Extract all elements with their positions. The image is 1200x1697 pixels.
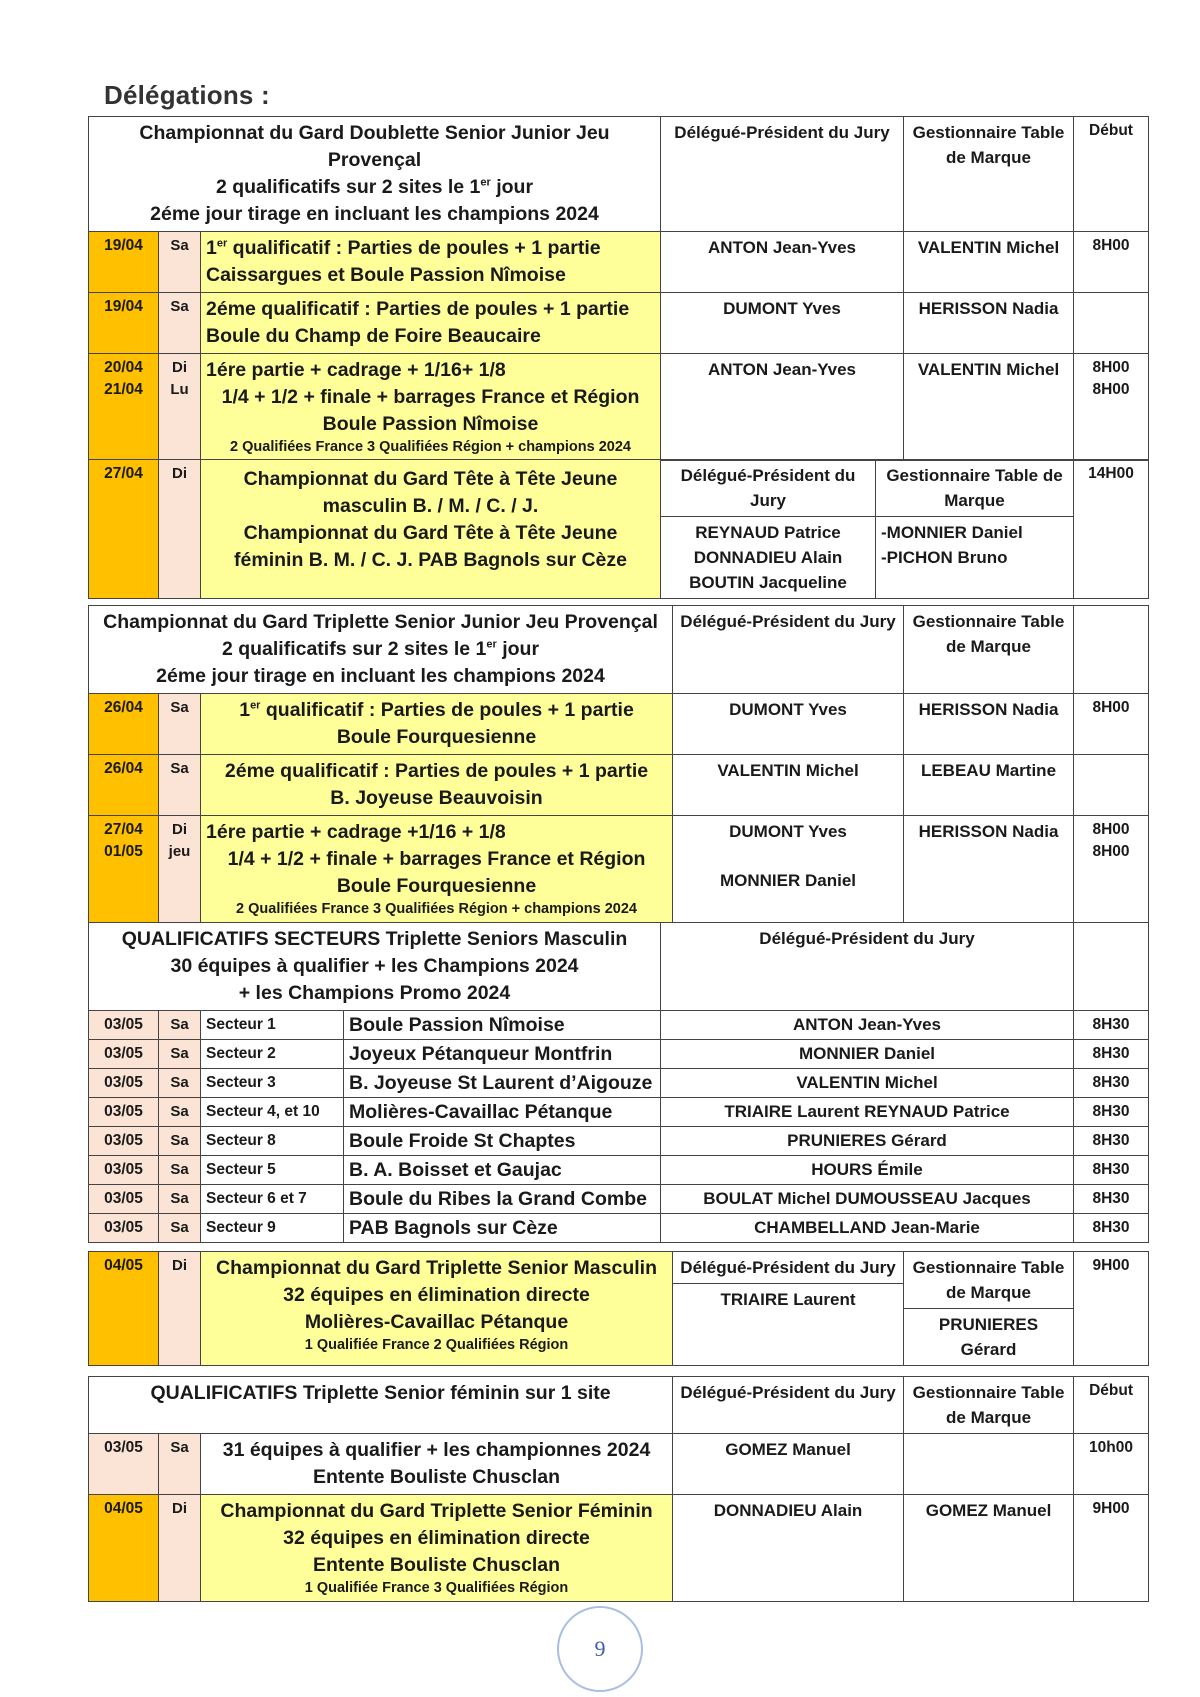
gestionnaire-list bbox=[876, 517, 1073, 573]
qualification-note: 2 Qualifiées France 3 Qualifiées Région + champions 2024 bbox=[230, 439, 631, 455]
date-cell: 03/05 bbox=[89, 1040, 159, 1069]
delegue-cell: ANTON Jean-Yves bbox=[661, 1011, 1074, 1040]
title-line: + les Champions Promo 2024 bbox=[238, 982, 511, 1004]
title-line: Championnat du Gard Doublette Senior Junior Jeu Provençal bbox=[139, 122, 610, 171]
title-text: 2 qualificatifs sur 2 sites le 1 bbox=[221, 638, 487, 660]
delegue-cell: VALENTIN Michel bbox=[661, 1069, 1074, 1098]
debut-line: 8H00 bbox=[1092, 843, 1130, 860]
day-cell: Sa bbox=[159, 1156, 201, 1185]
table-triplette-senior-feminin bbox=[88, 1376, 1149, 1602]
event-line: féminin B. M. / C. J. PAB Bagnols sur Cèze bbox=[234, 549, 627, 571]
gestionnaire-cell: HERISSON Nadia bbox=[904, 694, 1074, 755]
title-sup: er bbox=[486, 638, 497, 651]
delegue-cell bbox=[673, 816, 904, 923]
gestionnaire-header: Gestionnaire Table de Marque bbox=[904, 606, 1074, 694]
secteur-cell: Secteur 2 bbox=[201, 1040, 344, 1069]
debut-cell: 8H00 bbox=[1074, 694, 1149, 755]
date-cell: 03/05 bbox=[89, 1098, 159, 1127]
secteur-cell: Secteur 4, et 10 bbox=[201, 1098, 344, 1127]
club-cell: PAB Bagnols sur Cèze bbox=[344, 1214, 661, 1243]
club-cell: Joyeux Pétanqueur Montfrin bbox=[344, 1040, 661, 1069]
secteur-cell: Secteur 9 bbox=[201, 1214, 344, 1243]
title-line bbox=[94, 636, 667, 663]
day-cell: Sa bbox=[159, 755, 201, 816]
debut-cell: 8H30 bbox=[1074, 1069, 1149, 1098]
gestionnaire-cell bbox=[904, 1434, 1074, 1495]
delegue-cell: MONNIER Daniel bbox=[661, 1040, 1074, 1069]
delegue-cell: ANTON Jean-Yves bbox=[661, 232, 904, 293]
event-cell bbox=[201, 694, 673, 755]
title-line: QUALIFICATIFS SECTEURS Triplette Seniors Masculin bbox=[121, 928, 628, 950]
gestionnaire-header: Gestionnaire Table de Marque bbox=[876, 460, 1073, 517]
table-row bbox=[89, 1252, 1149, 1366]
date-cell: 03/05 bbox=[89, 1214, 159, 1243]
event-line: Caissargues et Boule Passion Nîmoise bbox=[206, 264, 566, 286]
table-row bbox=[89, 816, 1149, 923]
event-line: Championnat du Gard Tête à Tête Jeune bbox=[243, 468, 618, 490]
date-cell: 03/05 bbox=[89, 1185, 159, 1214]
event-cell bbox=[201, 816, 673, 923]
table-row bbox=[89, 232, 1149, 293]
debut-line: 8H00 bbox=[1092, 359, 1130, 376]
club-cell: B. A. Boisset et Gaujac bbox=[344, 1156, 661, 1185]
debut-cell: 9H00 bbox=[1074, 1252, 1149, 1366]
competition-title bbox=[89, 606, 673, 694]
debut-header: Début bbox=[1074, 117, 1149, 232]
title-line: Championnat du Gard Triplette Senior Junior Jeu Provençal bbox=[103, 611, 658, 633]
table-row bbox=[89, 460, 1149, 599]
event-line: Championnat du Gard Triplette Senior Féminin bbox=[220, 1500, 653, 1522]
date-cell: 04/05 bbox=[89, 1495, 159, 1602]
debut-cell: 8H30 bbox=[1074, 1185, 1149, 1214]
day-cell: Sa bbox=[159, 1011, 201, 1040]
gestionnaire-cell: GOMEZ Manuel bbox=[904, 1495, 1074, 1602]
gestionnaire-cell: LEBEAU Martine bbox=[904, 755, 1074, 816]
delegue-cell: ANTON Jean-Yves bbox=[661, 354, 904, 461]
club-cell: Boule Froide St Chaptes bbox=[344, 1127, 661, 1156]
table-row bbox=[89, 293, 1149, 354]
event-text: qualificatif : Parties de poules + 1 partie bbox=[227, 237, 601, 259]
delegue-name: MONNIER Daniel bbox=[719, 871, 857, 890]
date-cell bbox=[89, 354, 159, 461]
date-cell: 04/05 bbox=[89, 1252, 159, 1366]
event-line: 31 équipes à qualifier + les championnes 2024 bbox=[222, 1439, 651, 1461]
event-line: 1/4 + 1/2 + finale + barrages France et Région bbox=[227, 848, 646, 870]
event-line: Boule Fourquesienne bbox=[336, 726, 537, 748]
event-line: 2éme qualificatif : Parties de poules + 1 partie bbox=[224, 760, 649, 782]
day-cell: Sa bbox=[159, 1069, 201, 1098]
delegue-name: BOUTIN Jacqueline bbox=[689, 573, 847, 592]
event-line bbox=[206, 697, 667, 724]
table-row bbox=[89, 1069, 1149, 1098]
debut-cell: 14H00 bbox=[1074, 460, 1149, 599]
day-cell: Di bbox=[159, 460, 201, 599]
day-cell: Sa bbox=[159, 1127, 201, 1156]
day-cell: Sa bbox=[159, 1214, 201, 1243]
gestionnaire-cell: VALENTIN Michel bbox=[904, 354, 1074, 461]
date-line: 20/04 bbox=[104, 359, 143, 376]
table-row bbox=[89, 1434, 1149, 1495]
title-text: jour bbox=[496, 638, 540, 660]
day-cell: Sa bbox=[159, 694, 201, 755]
delegue-cell: DUMONT Yves bbox=[673, 694, 904, 755]
event-cell bbox=[201, 232, 661, 293]
day-line: Lu bbox=[170, 381, 189, 398]
competition-title: QUALIFICATIFS Triplette Senior féminin sur 1 site bbox=[89, 1377, 673, 1434]
event-cell bbox=[201, 293, 661, 354]
table-row bbox=[89, 354, 1149, 461]
date-cell: 03/05 bbox=[89, 1156, 159, 1185]
secteur-cell: Secteur 8 bbox=[201, 1127, 344, 1156]
day-cell: Di bbox=[159, 1252, 201, 1366]
table-row bbox=[89, 1127, 1149, 1156]
table-triplette-jeu-provencal bbox=[88, 605, 1149, 923]
event-line: 1/4 + 1/2 + finale + barrages France et Région bbox=[221, 386, 640, 408]
title-line bbox=[94, 174, 655, 201]
event-cell bbox=[201, 755, 673, 816]
event-cell bbox=[201, 1495, 673, 1602]
event-text: 1 bbox=[239, 699, 251, 721]
event-cell bbox=[201, 1252, 673, 1366]
event-line: Entente Bouliste Chusclan bbox=[312, 1554, 561, 1576]
qualification-note: 1 Qualifiée France 2 Qualifiées Région bbox=[304, 1337, 569, 1353]
delegue-cell bbox=[673, 1252, 904, 1366]
date-cell: 03/05 bbox=[89, 1434, 159, 1495]
delegue-header: Délégué-Président du Jury bbox=[673, 606, 904, 694]
qualification-note: 1 Qualifiée France 3 Qualifiées Région bbox=[304, 1580, 569, 1596]
event-text: 1 bbox=[206, 237, 217, 259]
event-line: Boule Passion Nîmoise bbox=[322, 413, 539, 435]
page-number-badge: 9 bbox=[557, 1606, 643, 1692]
table-header-row bbox=[89, 923, 1149, 1011]
day-line: Di bbox=[172, 821, 187, 838]
debut-cell: 10h00 bbox=[1074, 1434, 1149, 1495]
event-line: Boule du Champ de Foire Beaucaire bbox=[206, 325, 541, 347]
club-cell: B. Joyeuse St Laurent d’Aigouze bbox=[344, 1069, 661, 1098]
date-cell: 26/04 bbox=[89, 755, 159, 816]
day-line: jeu bbox=[168, 843, 191, 860]
delegue-header: Délégué-Président du Jury bbox=[673, 1377, 904, 1434]
club-cell: Molières-Cavaillac Pétanque bbox=[344, 1098, 661, 1127]
debut-header: Début bbox=[1074, 1377, 1149, 1434]
delegue-cell: CHAMBELLAND Jean-Marie bbox=[661, 1214, 1074, 1243]
table-row bbox=[89, 1040, 1149, 1069]
event-line: 32 équipes en élimination directe bbox=[283, 1527, 590, 1549]
debut-cell: 8H30 bbox=[1074, 1098, 1149, 1127]
title-line: 2éme jour tirage en incluant les champions 2024 bbox=[150, 203, 599, 225]
day-cell: Sa bbox=[159, 1185, 201, 1214]
title-text: 2 qualificatifs sur 2 sites le 1 bbox=[215, 176, 481, 198]
event-line: Championnat du Gard Tête à Tête Jeune bbox=[243, 522, 618, 544]
title-line: 2éme jour tirage en incluant les champions 2024 bbox=[156, 665, 605, 687]
event-line bbox=[206, 235, 655, 262]
day-line: Di bbox=[172, 359, 187, 376]
secteur-cell: Secteur 6 et 7 bbox=[201, 1185, 344, 1214]
debut-cell: 8H30 bbox=[1074, 1214, 1149, 1243]
debut-cell: 8H00 bbox=[1074, 232, 1149, 293]
delegue-cell: DUMONT Yves bbox=[661, 293, 904, 354]
delegue-name: TRIAIRE Laurent bbox=[720, 1290, 856, 1309]
date-cell: 27/04 bbox=[89, 460, 159, 599]
gestionnaire-cell bbox=[876, 460, 1074, 599]
delegue-cell: TRIAIRE Laurent REYNAUD Patrice bbox=[661, 1098, 1074, 1127]
day-cell: Sa bbox=[159, 1434, 201, 1495]
secteur-cell: Secteur 1 bbox=[201, 1011, 344, 1040]
event-line: 1ére partie + cadrage + 1/16+ 1/8 bbox=[206, 359, 506, 381]
day-cell: Sa bbox=[159, 1040, 201, 1069]
day-cell bbox=[159, 354, 201, 461]
event-line: Entente Bouliste Chusclan bbox=[312, 1466, 561, 1488]
event-cell bbox=[201, 460, 661, 599]
club-cell: Boule Passion Nîmoise bbox=[344, 1011, 661, 1040]
date-cell: 03/05 bbox=[89, 1011, 159, 1040]
debut-cell bbox=[1074, 816, 1149, 923]
day-cell: Sa bbox=[159, 1098, 201, 1127]
gestionnaire-header: Gestionnaire Table de Marque bbox=[904, 1377, 1074, 1434]
date-cell bbox=[89, 816, 159, 923]
event-cell bbox=[201, 354, 661, 461]
delegue-header: Délégué-Président du Jury bbox=[661, 460, 875, 517]
title-text: jour bbox=[490, 176, 534, 198]
event-sup: er bbox=[250, 699, 261, 712]
debut-line: 8H00 bbox=[1092, 381, 1130, 398]
delegue-cell: PRUNIERES Gérard bbox=[661, 1127, 1074, 1156]
delegue-name: DONNADIEU Alain bbox=[693, 548, 843, 567]
date-line: 01/05 bbox=[104, 843, 143, 860]
club-cell: Boule du Ribes la Grand Combe bbox=[344, 1185, 661, 1214]
delegue-cell: GOMEZ Manuel bbox=[673, 1434, 904, 1495]
table-row bbox=[89, 755, 1149, 816]
gestionnaire-cell bbox=[904, 1252, 1074, 1366]
delegue-header: Délégué-Président du Jury bbox=[673, 1252, 903, 1284]
delegue-name: DUMONT Yves bbox=[729, 822, 847, 841]
table-triplette-senior-masculin bbox=[88, 1251, 1149, 1366]
date-cell: 19/04 bbox=[89, 232, 159, 293]
event-line: 2éme qualificatif : Parties de poules + 1 partie bbox=[206, 298, 630, 320]
debut-cell bbox=[1074, 293, 1149, 354]
debut-cell: 8H30 bbox=[1074, 1156, 1149, 1185]
qualification-note: 2 Qualifiées France 3 Qualifiées Région + champions 2024 bbox=[236, 901, 637, 917]
secteur-cell: Secteur 3 bbox=[201, 1069, 344, 1098]
gestionnaire-name: PRUNIERES Gérard bbox=[938, 1315, 1039, 1359]
debut-cell: 8H30 bbox=[1074, 1040, 1149, 1069]
event-cell bbox=[201, 1434, 673, 1495]
date-cell: 26/04 bbox=[89, 694, 159, 755]
debut-cell: 9H00 bbox=[1074, 1495, 1149, 1602]
date-line: 21/04 bbox=[104, 381, 143, 398]
event-text: qualificatif : Parties de poules + 1 partie bbox=[260, 699, 634, 721]
table-row bbox=[89, 1185, 1149, 1214]
table-row bbox=[89, 1156, 1149, 1185]
competition-title bbox=[89, 923, 661, 1011]
date-line: 27/04 bbox=[104, 821, 143, 838]
event-sup: er bbox=[216, 237, 228, 250]
debut-cell bbox=[1074, 354, 1149, 461]
title-sup: er bbox=[480, 176, 491, 189]
competition-title bbox=[89, 117, 661, 232]
table-doublette-jeu-provencal bbox=[88, 116, 1149, 461]
table-header-row bbox=[89, 1377, 1149, 1434]
delegue-name: REYNAUD Patrice bbox=[695, 523, 841, 542]
event-line: 32 équipes en élimination directe bbox=[283, 1284, 590, 1306]
day-cell bbox=[159, 816, 201, 923]
event-line: Boule Fourquesienne bbox=[336, 875, 537, 897]
delegue-list bbox=[661, 517, 875, 598]
delegue-cell bbox=[661, 460, 876, 599]
date-cell: 03/05 bbox=[89, 1069, 159, 1098]
day-cell: Sa bbox=[159, 293, 201, 354]
delegue-cell: VALENTIN Michel bbox=[673, 755, 904, 816]
event-line: Molières-Cavaillac Pétanque bbox=[304, 1311, 569, 1333]
date-cell: 19/04 bbox=[89, 293, 159, 354]
table-row bbox=[89, 1214, 1149, 1243]
table-header-row bbox=[89, 117, 1149, 232]
event-line: 1ére partie + cadrage +1/16 + 1/8 bbox=[206, 821, 506, 843]
gestionnaire-name: -MONNIER Daniel bbox=[881, 523, 1023, 542]
delegue-cell: DONNADIEU Alain bbox=[673, 1495, 904, 1602]
table-header-row bbox=[89, 606, 1149, 694]
gestionnaire-name: -PICHON Bruno bbox=[881, 548, 1008, 567]
day-cell: Di bbox=[159, 1495, 201, 1602]
event-line: Championnat du Gard Triplette Senior Masculin bbox=[216, 1257, 657, 1279]
debut-cell bbox=[1074, 755, 1149, 816]
title-line: 30 équipes à qualifier + les Champions 2024 bbox=[170, 955, 579, 977]
table-row bbox=[89, 1011, 1149, 1040]
event-line: masculin B. / M. / C. / J. bbox=[322, 495, 539, 517]
debut-header-empty bbox=[1074, 923, 1149, 1011]
debut-cell: 8H30 bbox=[1074, 1011, 1149, 1040]
delegue-cell: BOULAT Michel DUMOUSSEAU Jacques bbox=[661, 1185, 1074, 1214]
secteur-cell: Secteur 5 bbox=[201, 1156, 344, 1185]
spacer bbox=[678, 844, 898, 868]
delegue-header: Délégué-Président du Jury bbox=[661, 923, 1074, 1011]
gestionnaire-cell: HERISSON Nadia bbox=[904, 816, 1074, 923]
page-title: Délégations : bbox=[104, 80, 270, 110]
table-tete-a-tete-jeune bbox=[88, 459, 1149, 599]
delegue-cell: HOURS Émile bbox=[661, 1156, 1074, 1185]
table-row bbox=[89, 694, 1149, 755]
gestionnaire-header: Gestionnaire Table de Marque bbox=[904, 1252, 1073, 1309]
debut-cell: 8H30 bbox=[1074, 1127, 1149, 1156]
day-cell: Sa bbox=[159, 232, 201, 293]
gestionnaire-cell: VALENTIN Michel bbox=[904, 232, 1074, 293]
debut-line: 8H00 bbox=[1092, 821, 1130, 838]
debut-header-empty bbox=[1074, 606, 1149, 694]
table-row bbox=[89, 1098, 1149, 1127]
table-qualificatifs-secteurs bbox=[88, 922, 1149, 1243]
event-line: B. Joyeuse Beauvoisin bbox=[330, 787, 543, 809]
delegue-header: Délégué-Président du Jury bbox=[661, 117, 904, 232]
gestionnaire-cell: HERISSON Nadia bbox=[904, 293, 1074, 354]
table-row bbox=[89, 1495, 1149, 1602]
date-cell: 03/05 bbox=[89, 1127, 159, 1156]
gestionnaire-header: Gestionnaire Table de Marque bbox=[904, 117, 1074, 232]
